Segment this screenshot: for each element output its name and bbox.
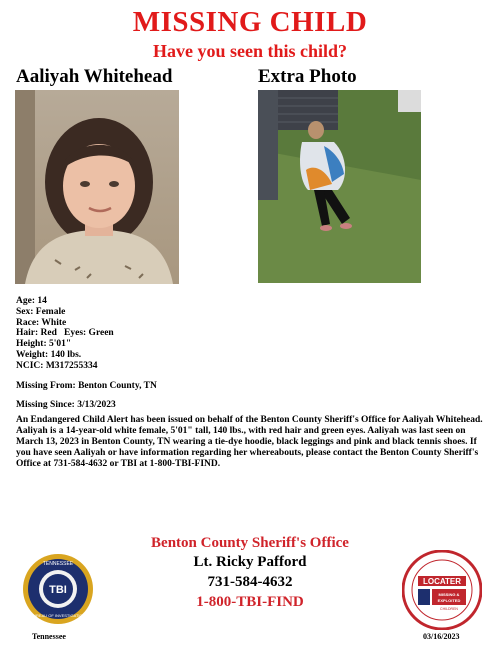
extra-photo-illustration bbox=[258, 90, 421, 283]
svg-text:MISSING &: MISSING & bbox=[438, 592, 460, 597]
poster-title: MISSING CHILD bbox=[132, 6, 368, 38]
contact-office: Benton County Sheriff's Office bbox=[151, 535, 349, 551]
detail-height: Height: 5'01" bbox=[16, 339, 72, 350]
missing-since: Missing Since: 3/13/2023 bbox=[16, 400, 116, 411]
detail-age: Age: 14 bbox=[16, 296, 47, 306]
contact-phone[interactable]: 731-584-4632 bbox=[207, 574, 293, 590]
missing-from: Missing From: Benton County, TN bbox=[16, 380, 157, 391]
detail-race: Race: White bbox=[16, 317, 67, 328]
tbi-seal-logo bbox=[22, 553, 94, 625]
contact-officer: Lt. Ricky Pafford bbox=[193, 554, 307, 570]
child-details bbox=[16, 296, 157, 411]
footer-state: Tennessee bbox=[32, 632, 66, 641]
extra-photo bbox=[258, 90, 421, 283]
child-portrait-photo bbox=[15, 90, 179, 284]
svg-text:CHILDREN: CHILDREN bbox=[440, 607, 458, 611]
detail-hair-eyes: Hair: Red Eyes: Green bbox=[16, 328, 114, 339]
svg-text:EXPLOITED: EXPLOITED bbox=[437, 598, 461, 603]
svg-text:TBI: TBI bbox=[49, 584, 67, 596]
child-name: Aaliyah Whitehead bbox=[16, 66, 173, 87]
svg-text:LOCATER: LOCATER bbox=[422, 577, 462, 586]
locater-badge-icon bbox=[402, 550, 482, 630]
detail-weight: Weight: 140 lbs. bbox=[16, 349, 82, 360]
portrait-illustration bbox=[15, 90, 179, 284]
detail-ncic: NCIC: M317255334 bbox=[16, 360, 98, 371]
tbi-hotline[interactable]: 1-800-TBI-FIND bbox=[196, 594, 304, 610]
locater-logo bbox=[402, 550, 482, 630]
detail-sex: Sex: Female bbox=[16, 306, 66, 317]
svg-text:BUREAU OF INVESTIGATION: BUREAU OF INVESTIGATION bbox=[30, 613, 86, 618]
svg-text:TENNESSEE: TENNESSEE bbox=[42, 561, 74, 567]
tbi-badge-icon bbox=[22, 553, 94, 625]
extra-photo-label: Extra Photo bbox=[258, 66, 357, 87]
alert-description: An Endangered Child Alert has been issued on behalf of the Benton County Sheriff's Office for Aaliyah Whitehead. Aaliyah is a 14-year-old white female, 5'01" tall, 140 lbs., with red hair and green eyes. Aaliyah was last seen on March 13, 2023 in Benton County, TN wearing a tie-dye hoodie, black leggings and pink and black tennis shoes. If you have seen Aaliyah or have information regarding her whereabouts, please contact the Benton County Sheriff's Office at 731-584-4632 or TBI at 1-800-TBI-FIND. bbox=[16, 415, 483, 469]
footer-date: 03/16/2023 bbox=[423, 632, 460, 641]
poster-subtitle: Have you seen this child? bbox=[152, 41, 348, 61]
